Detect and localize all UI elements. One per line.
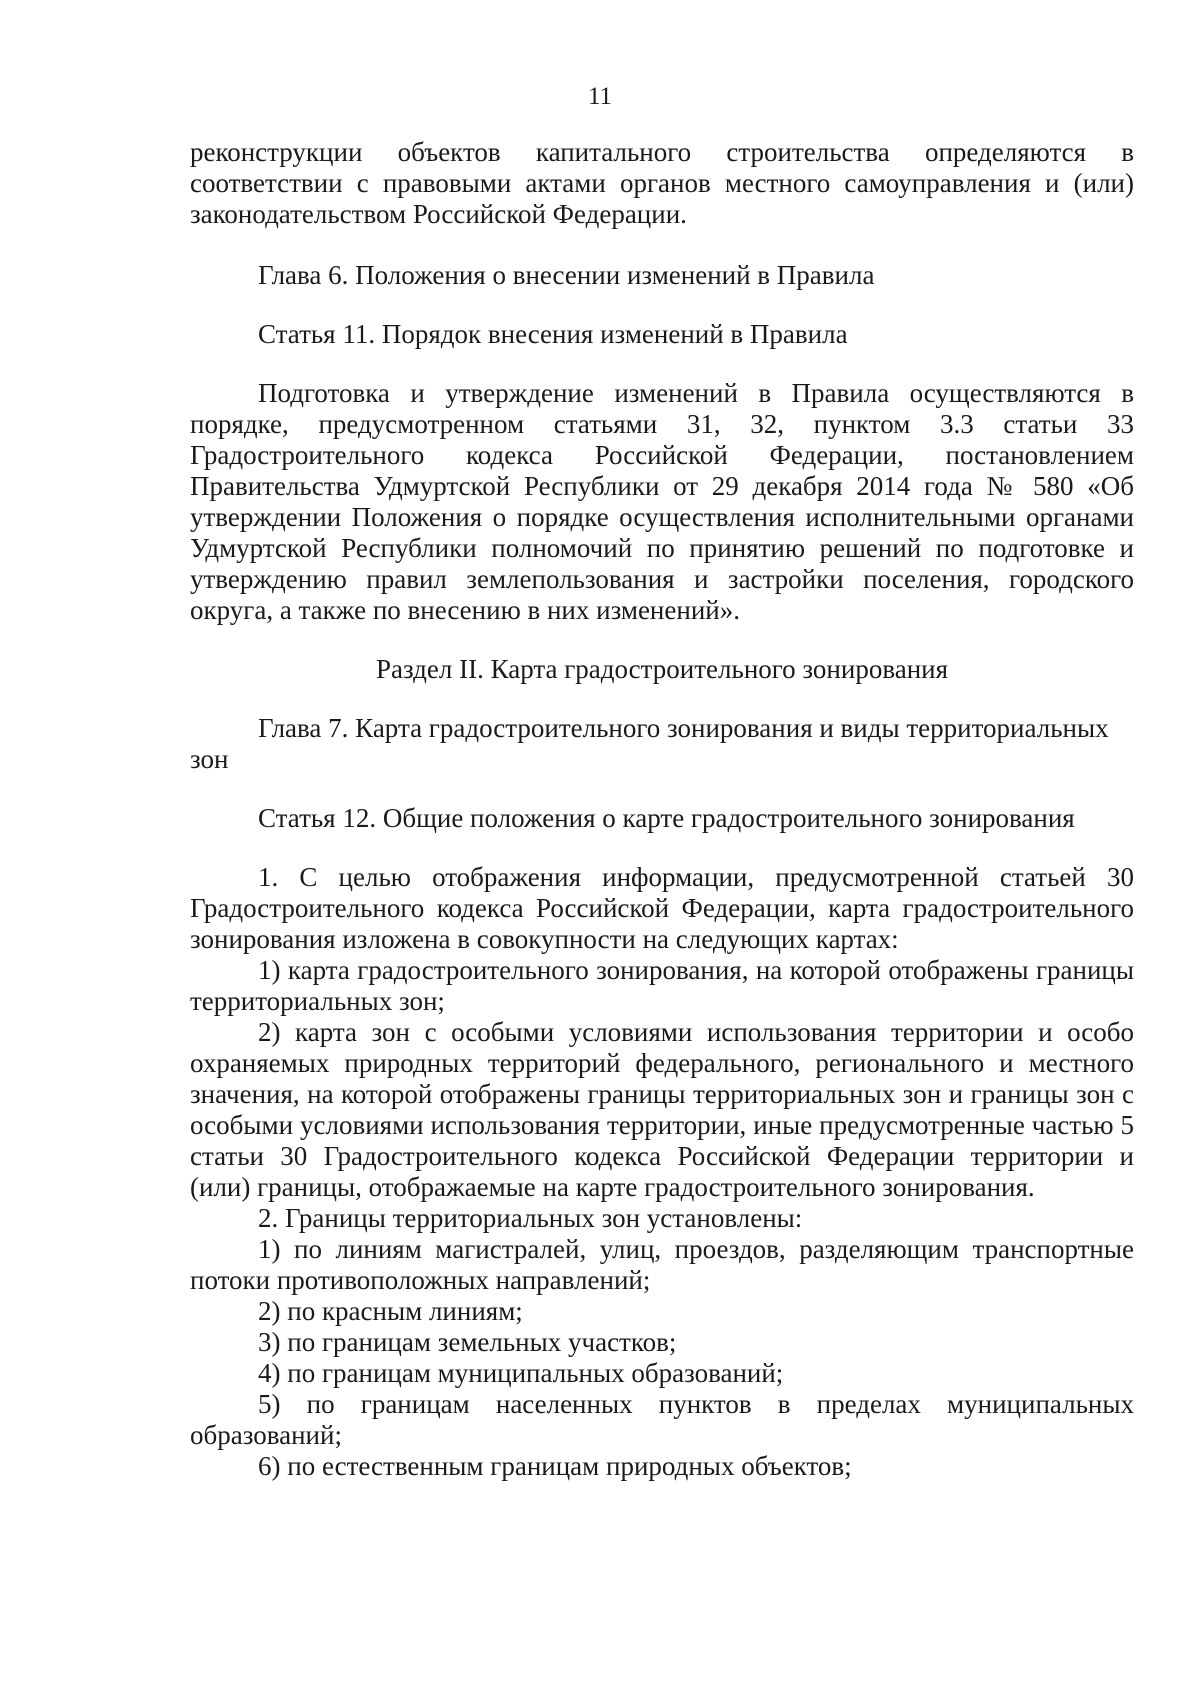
article-11-text: Подготовка и утверждение изменений в Правила осуществляются в порядке, предусмотренном статьями 31, 32, пунктом 3.3 статьи 33 Градостроительного кодекса Российской Федерации, постановлением Правительства Удмуртской Республики от 29 декабря 2014 года № 580 «Об утверждении Положения о порядке осуществления исполнительными органами Удмуртской Республики полномочий по принятию решений по подготовке и утверждению правил землепользования и застройки поселения, городского округа, а также по внесению в них изменений». (190, 378, 1134, 625)
list-item-2-6: 6) по естественным границам природных объектов; (258, 1451, 852, 1481)
list-item-2: 2. Границы территориальных зон установлены: (258, 1203, 803, 1233)
section-2-heading: Раздел II. Карта градостроительного зонирования (375, 654, 949, 684)
article-12-heading: Статья 12. Общие положения о карте градостроительного зонирования (258, 803, 1075, 833)
article-11-heading: Статья 11. Порядок внесения изменений в Правила (258, 319, 848, 349)
list-item-2-1: 1) по линиям магистралей, улиц, проездов, разделяющим транспортные потоки противоположных направлений; (190, 1234, 1134, 1295)
list-item-1-2: 2) карта зон с особыми условиями использования территории и особо охраняемых природных территорий федерального, регионального и местного значения, на которой отображены границы территориальных зон и границы зон с особыми условиями использования территории, иные предусмотренные частью 5 статьи 30 Градостроительного кодекса Российской Федерации территории и (или) границы, отображаемые на карте градостроительного зонирования. (190, 1017, 1134, 1202)
list-item-1: 1. С целью отображения информации, предусмотренной статьей 30 Градостроительного кодекса Российской Федерации, карта градостроительного зонирования изложена в совокупности на следующих картах: (190, 862, 1134, 954)
document-body (190, 137, 1134, 1482)
list-item-2-5: 5) по границам населенных пунктов в пределах муниципальных образований; (190, 1389, 1134, 1450)
list-item-2-3: 3) по границам земельных участков; (258, 1327, 677, 1357)
page-number: 11 (587, 83, 613, 110)
list-item-2-2: 2) по красным линиям; (258, 1296, 523, 1326)
list-item-1-1: 1) карта градостроительного зонирования, на которой отображены границы территориальных зон; (190, 955, 1134, 1016)
list-item-2-4: 4) по границам муниципальных образований; (258, 1358, 784, 1388)
chapter-7-heading: Глава 7. Карта градостроительного зонирования и виды территориальных зон (190, 713, 1109, 774)
chapter-6-heading: Глава 6. Положения о внесении изменений в Правила (258, 260, 875, 290)
intro-paragraph: реконструкции объектов капитального строительства определяются в соответствии с правовыми актами органов местного самоуправления и (или) законодательством Российской Федерации. (190, 137, 1134, 229)
